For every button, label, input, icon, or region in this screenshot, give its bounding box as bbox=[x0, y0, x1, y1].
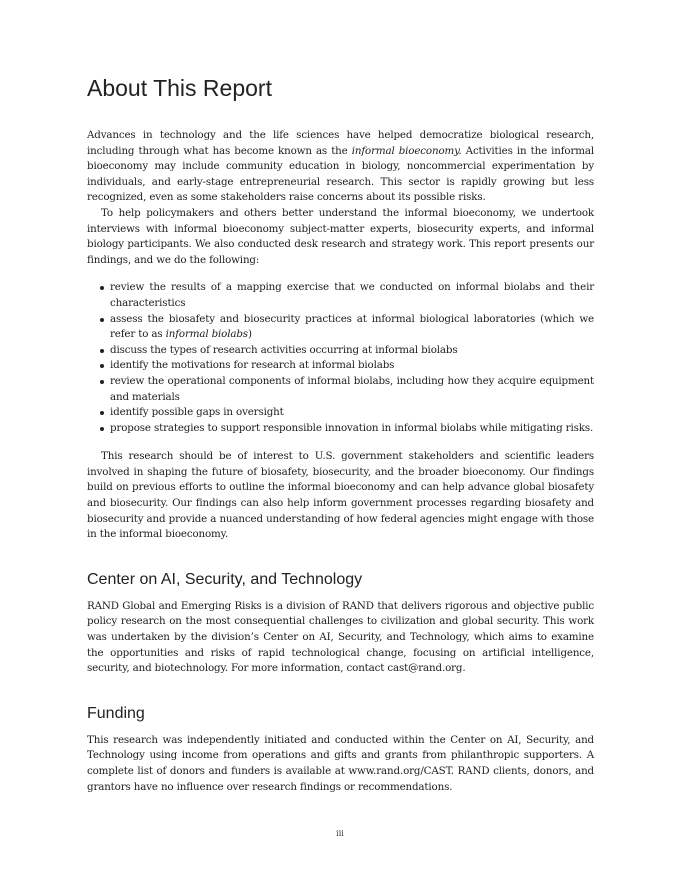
center-paragraph: RAND Global and Emerging Risks is a division of RAND that delivers rigorous and objective public policy research on the most consequential challenges to civilization and global security. This work was undertaken by the division’s Center on AI, Security, and Technology, which aims to examine the opportunities and risks of rapid technological change, focusing on artificial intelligence, security, and biotechnology. For more information, contact cast@rand.org. bbox=[87, 599, 594, 675]
funding-heading: Funding bbox=[87, 704, 145, 722]
findings-list bbox=[87, 280, 594, 436]
list-item: discuss the types of research activities occurring at informal biolabs bbox=[87, 343, 594, 359]
funding-paragraph: This research was independently initiated and conducted within the Center on AI, Security, and Technology using income from operations and gifts and grants from philanthropic supporters. A complete list of donors and funders is available at www.rand.org/CAST. RAND clients, donors, and grantors have no influence over research findings or recommendations. bbox=[87, 733, 594, 793]
report-page bbox=[87, 74, 594, 795]
list-item: assess the biosafety and biosecurity practices at informal biological laboratories (which we refer to as informal biolabs) bbox=[87, 312, 594, 343]
center-heading: Center on AI, Security, and Technology bbox=[87, 570, 363, 588]
page-title: About This Report bbox=[87, 75, 272, 101]
list-item: identify possible gaps in oversight bbox=[87, 405, 594, 421]
intro-paragraph-1: Advances in technology and the life sciences have helped democratize biological research, including through what has become known as the informal bioeconomy. Activities in the informal bioeconomy may include community education in biology, noncommercial experimentation by individuals, and early-stage entrepreneurial research. This sector is rapidly growing but less recognized, even as some stakeholders raise concerns about its possible risks. bbox=[87, 129, 594, 204]
informal-bioeconomy-term: informal bioeconomy. bbox=[351, 144, 462, 157]
page-number: iii bbox=[336, 829, 344, 838]
list-item: propose strategies to support responsible innovation in informal biolabs while mitigating risks. bbox=[87, 421, 594, 437]
list-item: identify the motivations for research at informal biolabs bbox=[87, 358, 594, 374]
intro-paragraph-3: This research should be of interest to U.S. government stakeholders and scientific leaders involved in shaping the future of biosafety, biosecurity, and the broader bioeconomy. Our findings build on previous efforts to outline the informal bioeconomy and can help advance global biosafety and biosecurity. Our findings can also help inform government processes regarding biosafety and biosecurity and provide a nuanced understanding of how federal agencies might engage with those in the informal bioeconomy. bbox=[87, 450, 594, 541]
list-item: review the operational components of informal biolabs, including how they acquire equipment and materials bbox=[87, 374, 594, 405]
intro-paragraph-2: To help policymakers and others better understand the informal bioeconomy, we undertook interviews with informal bioeconomy subject-matter experts, biosecurity experts, and informal biology participants. We also conducted desk research and strategy work. This report presents our findings, and we do the following: bbox=[87, 206, 594, 266]
list-item: review the results of a mapping exercise that we conducted on informal biolabs and their characteristics bbox=[87, 280, 594, 311]
